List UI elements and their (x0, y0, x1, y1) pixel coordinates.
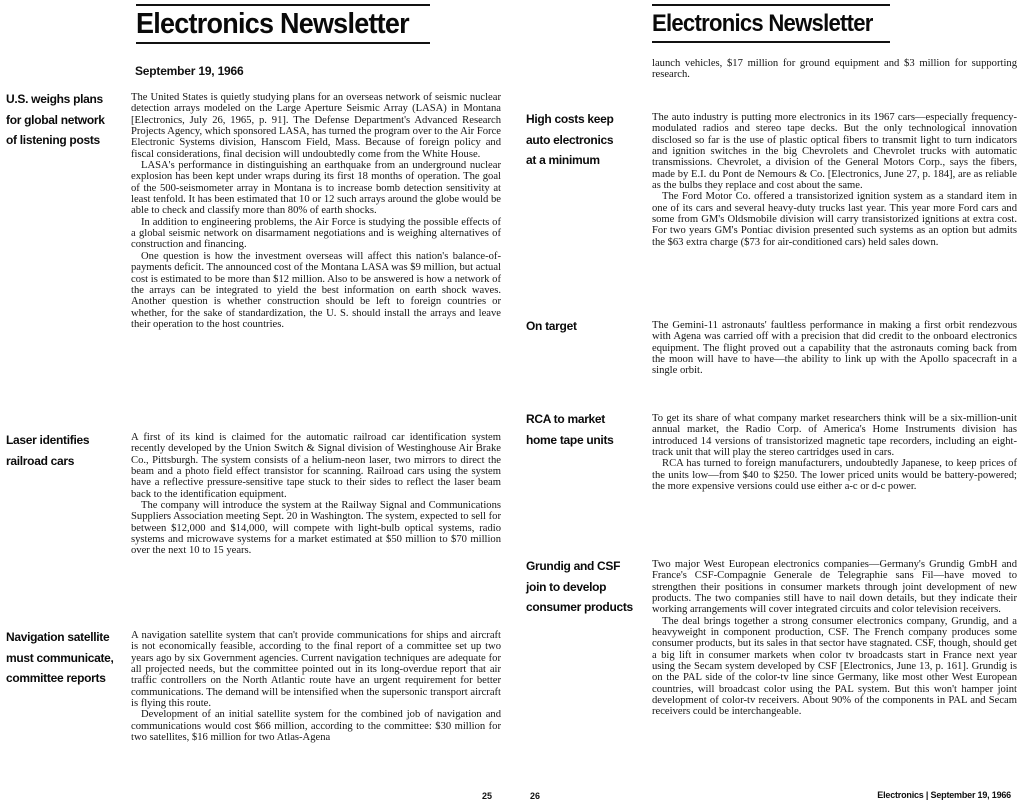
article-body-auto (652, 112, 1017, 248)
article-body-lasa (131, 92, 501, 330)
article-heading-auto (526, 109, 614, 171)
paragraph: The deal brings together a strong consumer electronics company, Grundig, and a heavyweight in component production, CSF. The French company produces some consumer products, but its sales in that sector have stagnated. CSF, though, should get a big lift in consumer markets when color tv broadcasts start in France next year using the Secam system developed by CSF [Electronics, June 13, p. 161]. Grundig is on the PAL side of the color-tv line since Germany, like most other West European countries, will broadcast color using the PAL system. But this won't hamper joint development of color-tv receivers. About 90% of the components in PAL and Secam receivers could be interchangeable. (652, 615, 1017, 718)
heading-line: join to develop (526, 579, 607, 594)
heading-line: On target (526, 319, 577, 333)
paragraph: The United States is quietly studying plans for an overseas network of seismic nuclear detection arrays modeled on the Large Aperture Seismic Array (LASA) in Montana [Electronics, July 26, 1965, p. 91]. The Defense Department's Advanced Research Projects Agency, which sponsored LASA, has turned the program over to the Air Force Electronic Systems division, Hanscom Field, Mass. Because of foreign policy and fiscal considerations, final decision will undoubtedly come from the White House. (131, 92, 501, 160)
continuation-text (652, 58, 1017, 81)
paragraph: LASA's performance in distinguishing an earthquake from an underground nuclear explosion has been kept under wraps during its first 18 months of operation. The goal of the 500-seismometer array in Montana is to increase bomb detection sensitivity at least tenfold. It has been estimated that 10 or 12 such arrays around the globe would be able to check and classify more than 80% of earth shocks. (131, 160, 501, 217)
article-heading-laser (6, 430, 89, 471)
paragraph: A navigation satellite system that can't provide communications for ships and aircraft is not economically feasible, according to the final report of a committee set up two years ago by six Government agencies. Current navigation techniques are adequate for all projected needs, but the committee pointed out in its long-overdue report that air traffic controllers on the North Atlantic route have an urgent requirement for better communications. The demand will be intensified when the supersonic transport aircraft is flying this route. (131, 630, 501, 710)
article-heading-grundig (526, 556, 633, 618)
paragraph: launch vehicles, $17 million for ground equipment and $3 million for supporting research. (652, 58, 1017, 81)
paragraph: To get its share of what company market researchers think will be a six-million-unit annual market, the Radio Corp. of America's Home Instruments division has introduced 14 versions of transistorized magnetic tape recorders, including an eight-track unit that will play the stereo cartridges used in cars. (652, 413, 1017, 459)
heading-line: Grundig and CSF (526, 559, 621, 573)
article-heading-rca (526, 409, 614, 450)
heading-line: U.S. weighs plans (6, 92, 103, 106)
page-number-right: 26 (530, 791, 541, 801)
heading-line: Laser identifies (6, 433, 90, 447)
paragraph: The auto industry is putting more electronics in its 1967 cars—especially frequency-modulated radios and stereo tape decks. But the only technological innovation disclosed so far is the use of plastic optical fibers to transmit light to turn indicators and ignition switches in the big Chevrolets and Chevrolet trucks with automatic transmissions. Chevrolet, a division of the General Motors Corp., says the fibers, made by E.I. du Pont de Nemours & Co. [Electronics, June 27, p. 184], are as reliable as the bulbs they replace and cost about the same. (652, 112, 1017, 192)
article-heading-lasa (6, 89, 105, 151)
heading-line: home tape units (526, 432, 614, 447)
paragraph: RCA has turned to foreign manufacturers, undoubtedly Japanese, to keep prices of the units low—from $40 to $250. The lower priced units would be battery-powered; the more expensive versions could use either a-c or d-c power. (652, 458, 1017, 493)
heading-line: at a minimum (526, 153, 600, 167)
page-number-left: 25 (482, 791, 493, 801)
right-page (512, 0, 1025, 804)
paragraph: The Ford Motor Co. offered a transistorized ignition system as a standard item in one of its cars and several heavy-duty trucks last year. This year more Ford cars and some from GM's Oldsmobile division will carry transistorized ignitions at extra cost. For two years GM's Pontiac division presented such systems as an option but admits the $63 extra charge ($73 for air-conditioned cars) held sales down. (652, 191, 1017, 248)
paragraph: Development of an initial satellite system for the combined job of navigation and communications would cost $66 million, according to the committee: $30 million for two satellites, $16 million for two Atlas-Agena (131, 709, 501, 744)
paragraph: A first of its kind is claimed for the automatic railroad car identification system recently developed by the Union Switch & Signal division of Westinghouse Air Brake Co., Pittsburgh. The system consists of a helium-neon laser, two mirrors to direct the beam and a photo field effect transistor for scanning. Railroad cars using the system have a reflective pressure-sensitive tape stuck to their sides to reflect the laser beam back to the identification equipment. (131, 432, 501, 500)
footer-credit: Electronics | September 19, 1966 (877, 790, 1011, 800)
article-heading-gemini (526, 316, 577, 337)
article-body-laser (131, 432, 501, 557)
paragraph: In addition to engineering problems, the Air Force is studying the possible effects of a global seismic network on disarmament negotiations and is weighing alternatives of construction and financing. (131, 216, 501, 251)
paragraph: Two major West European electronics companies—Germany's Grundig GmbH and France's CSF-Compagnie Generale de Telegraphie sans Fil—have moved to strengthen their positions in consumer markets through joint development of new products. The two companies still have to nail down details, but they indicate their working arrangements will cover integrated circuits and color television receivers. (652, 559, 1017, 616)
masthead-left (136, 4, 430, 44)
heading-line: RCA to market (526, 412, 606, 426)
article-body-gemini (652, 320, 1017, 377)
heading-line: auto electronics (526, 132, 614, 147)
article-body-grundig (652, 559, 1017, 718)
paragraph: The Gemini-11 astronauts' faultless performance in making a first orbit rendezvous with Agena was carried off with a precision that did credit to the onboard electronics equipment. The flight proved out a capability that the astronauts coming back from the moon will have to have—the ability to link up with the Apollo spacecraft in a single orbit. (652, 320, 1017, 377)
heading-line: of listening posts (6, 133, 100, 147)
article-body-rca (652, 413, 1017, 492)
heading-line: Navigation satellite (6, 630, 110, 644)
issue-date: September 19, 1966 (135, 64, 244, 78)
heading-line: consumer products (526, 600, 633, 614)
newsletter-title: Electronics Newsletter (652, 10, 873, 37)
heading-line: High costs keep (526, 112, 614, 126)
heading-line: for global network (6, 112, 105, 127)
article-heading-navigation (6, 627, 114, 689)
paragraph: The company will introduce the system at the Railway Signal and Communications Suppliers Association meeting Sept. 20 in Washington. The system, expected to sell for between $12,000 and $14,000, will compete with light-bulb optical systems, radio systems and microwave systems for a market estimated at $50 million to $70 million over the next 10 to 15 years. (131, 500, 501, 557)
heading-line: railroad cars (6, 453, 75, 468)
masthead-right (652, 4, 890, 43)
newsletter-title: Electronics Newsletter (136, 8, 409, 40)
left-page (0, 0, 512, 804)
article-body-navigation (131, 630, 501, 743)
paragraph: One question is how the investment overseas will affect this nation's balance-of-payments deficit. The announced cost of the Montana LASA was $9 million, but actual cost is estimated to be more than $12 million. Also to be answered is how a network of the arrays can be integrated to yield the best information on earth shock waves. Another question is whether construction should be left to foreign countries or whether, for the sake of standardization, the U. S. should install the arrays and leave their operation to the host countries. (131, 250, 501, 330)
heading-line: committee reports (6, 671, 106, 685)
heading-line: must communicate, (6, 650, 114, 665)
